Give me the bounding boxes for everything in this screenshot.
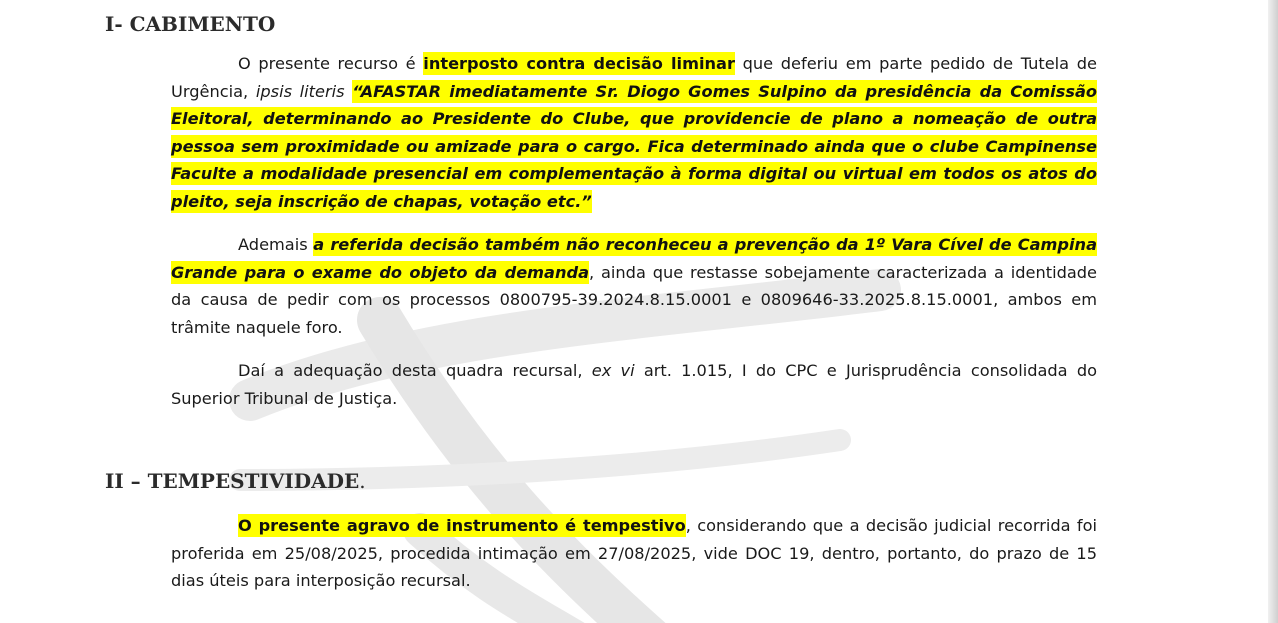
text-run: art. 1.015, I do CPC e Jurisprudência consolidada do Superior Tribunal de Justiça.	[171, 361, 1097, 408]
text-run: Daí a adequação desta quadra recursal,	[238, 361, 592, 380]
paragraph-recurso	[171, 50, 1097, 215]
paragraph-adequacao	[171, 357, 1097, 412]
text-run: que deferiu em parte pedido de Tutela de Urgência,	[171, 54, 1097, 101]
highlighted-text: interposto contra decisão liminar	[423, 54, 735, 73]
page-edge-shadow	[1268, 0, 1278, 623]
section-heading-cabimento	[105, 12, 275, 36]
highlighted-text: a referida decisão também não reconheceu a prevenção da 1º Vara Cível de Campina Grande para o exame do objeto da demanda	[171, 235, 1097, 282]
paragraph-ademais	[171, 231, 1097, 341]
highlighted-text: O presente agravo de instrumento é tempestivo	[238, 516, 686, 535]
section-heading-tempestividade	[105, 469, 366, 493]
heading-text: I- CABIMENTO	[105, 12, 276, 36]
text-run: , ainda que restasse sobejamente caracterizada a identidade da causa de pedir com os processos 0800795-39.2024.8.15.0001 e 0809646-33.2025.8.15.0001, ambos em trâmite naquele foro.	[171, 262, 1097, 337]
highlighted-quote: “AFASTAR imediatamente Sr. Diogo Gomes Sulpino da presidência da Comissão Eleitoral, determinando ao Presidente do Clube, que providencie de plano a nomeação de outra pessoa sem proximidade ou amizade para o cargo. Fica determinado ainda que o clube Campinense Faculte a modalidade presencial em complementação à forma digital ou virtual em todos os atos do pleito, seja inscrição de chapas, votação etc.”	[171, 81, 1098, 211]
text-run: O presente recurso é	[238, 54, 424, 73]
text-run: Ademais	[238, 235, 314, 254]
text-run: , considerando que a decisão judicial recorrida foi proferida em 25/08/2025, procedida intimação em 27/08/2025, vide DOC 19, dentro, portanto, do prazo de 15 dias úteis para interposição recursal.	[171, 516, 1097, 590]
paragraph-tempestivo	[171, 512, 1097, 595]
italic-text: ex vi	[591, 361, 635, 380]
italic-text: ipsis literis	[255, 81, 345, 101]
heading-text: II – TEMPESTIVIDADE	[105, 469, 360, 493]
heading-period: .	[359, 469, 366, 493]
